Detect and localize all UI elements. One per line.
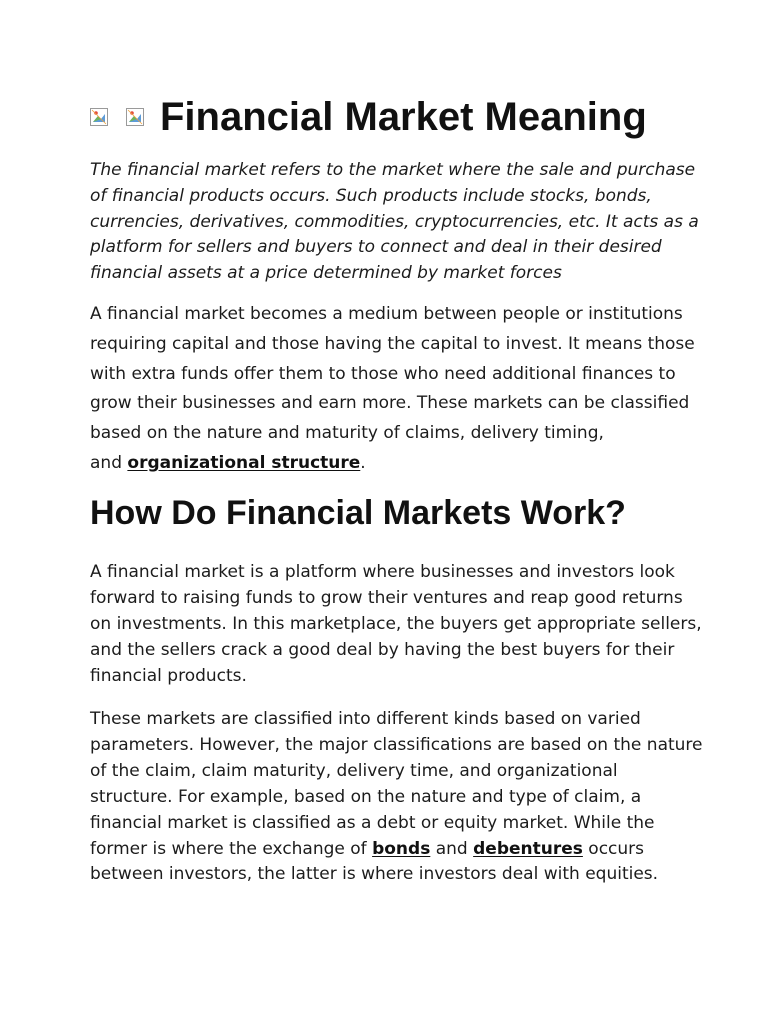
paragraph-line: and the sellers crack a good deal by having the best buyers for their bbox=[90, 639, 675, 660]
debentures-link[interactable]: debentures bbox=[473, 838, 583, 859]
text-fragment: former is where the exchange of bbox=[90, 838, 373, 859]
paragraph-line: parameters. However, the major classifications are based on the nature bbox=[90, 734, 703, 755]
paragraph-line: with extra funds offer them to those who need additional finances to bbox=[90, 363, 676, 384]
paragraph-medium bbox=[90, 300, 695, 479]
paragraph-line: structure. For example, based on the nature and type of claim, a bbox=[90, 786, 642, 807]
page-title: Financial Market Meaning bbox=[160, 95, 647, 139]
paragraph-line: financial products. bbox=[90, 665, 247, 686]
paragraph-line: grow their businesses and earn more. These markets can be classified bbox=[90, 393, 690, 414]
broken-image-icon bbox=[90, 108, 108, 126]
paragraph-line: of the claim, claim maturity, delivery time, and organizational bbox=[90, 760, 618, 781]
text-fragment: and bbox=[430, 838, 474, 859]
paragraph-line: A financial market becomes a medium between people or institutions bbox=[90, 304, 683, 324]
paragraph-line: These markets are classified into different kinds based on varied bbox=[90, 709, 641, 729]
paragraph-line bbox=[90, 837, 690, 863]
intro-line: financial assets at a price determined by market forces bbox=[90, 263, 562, 284]
text-fragment: occurs bbox=[582, 838, 645, 859]
text-fragment: . bbox=[360, 452, 366, 473]
paragraph-line: requiring capital and those having the capital to invest. It means those bbox=[90, 333, 695, 354]
paragraph-line: between investors, the latter is where investors deal with equities. bbox=[90, 864, 659, 885]
paragraph-line: based on the nature and maturity of claims, delivery timing, bbox=[90, 423, 604, 444]
organizational-structure-link[interactable]: organizational structure bbox=[127, 452, 361, 473]
paragraph-line: forward to raising funds to grow their ventures and reap good returns bbox=[90, 587, 683, 608]
title-row bbox=[90, 93, 647, 141]
paragraph-line bbox=[90, 449, 690, 479]
paragraph-classification bbox=[90, 707, 703, 888]
broken-image-icon bbox=[126, 108, 144, 126]
paragraph-platform bbox=[90, 560, 702, 690]
intro-line: platform for sellers and buyers to connect and deal in their desired bbox=[90, 237, 662, 258]
bonds-link[interactable]: bonds bbox=[372, 838, 431, 859]
intro-line: The financial market refers to the market where the sale and purchase bbox=[90, 160, 696, 180]
paragraph-line: A financial market is a platform where businesses and investors look bbox=[90, 562, 675, 582]
intro-paragraph bbox=[90, 158, 699, 287]
text-fragment: and bbox=[90, 452, 128, 473]
section-heading: How Do Financial Markets Work? bbox=[90, 494, 626, 532]
paragraph-line: financial market is classified as a debt or equity market. While the bbox=[90, 812, 655, 833]
intro-line: of financial products occurs. Such products include stocks, bonds, bbox=[90, 185, 652, 206]
paragraph-line: on investments. In this marketplace, the buyers get appropriate sellers, bbox=[90, 613, 702, 634]
intro-line: currencies, derivatives, commodities, cryptocurrencies, etc. It acts as a bbox=[90, 211, 699, 232]
